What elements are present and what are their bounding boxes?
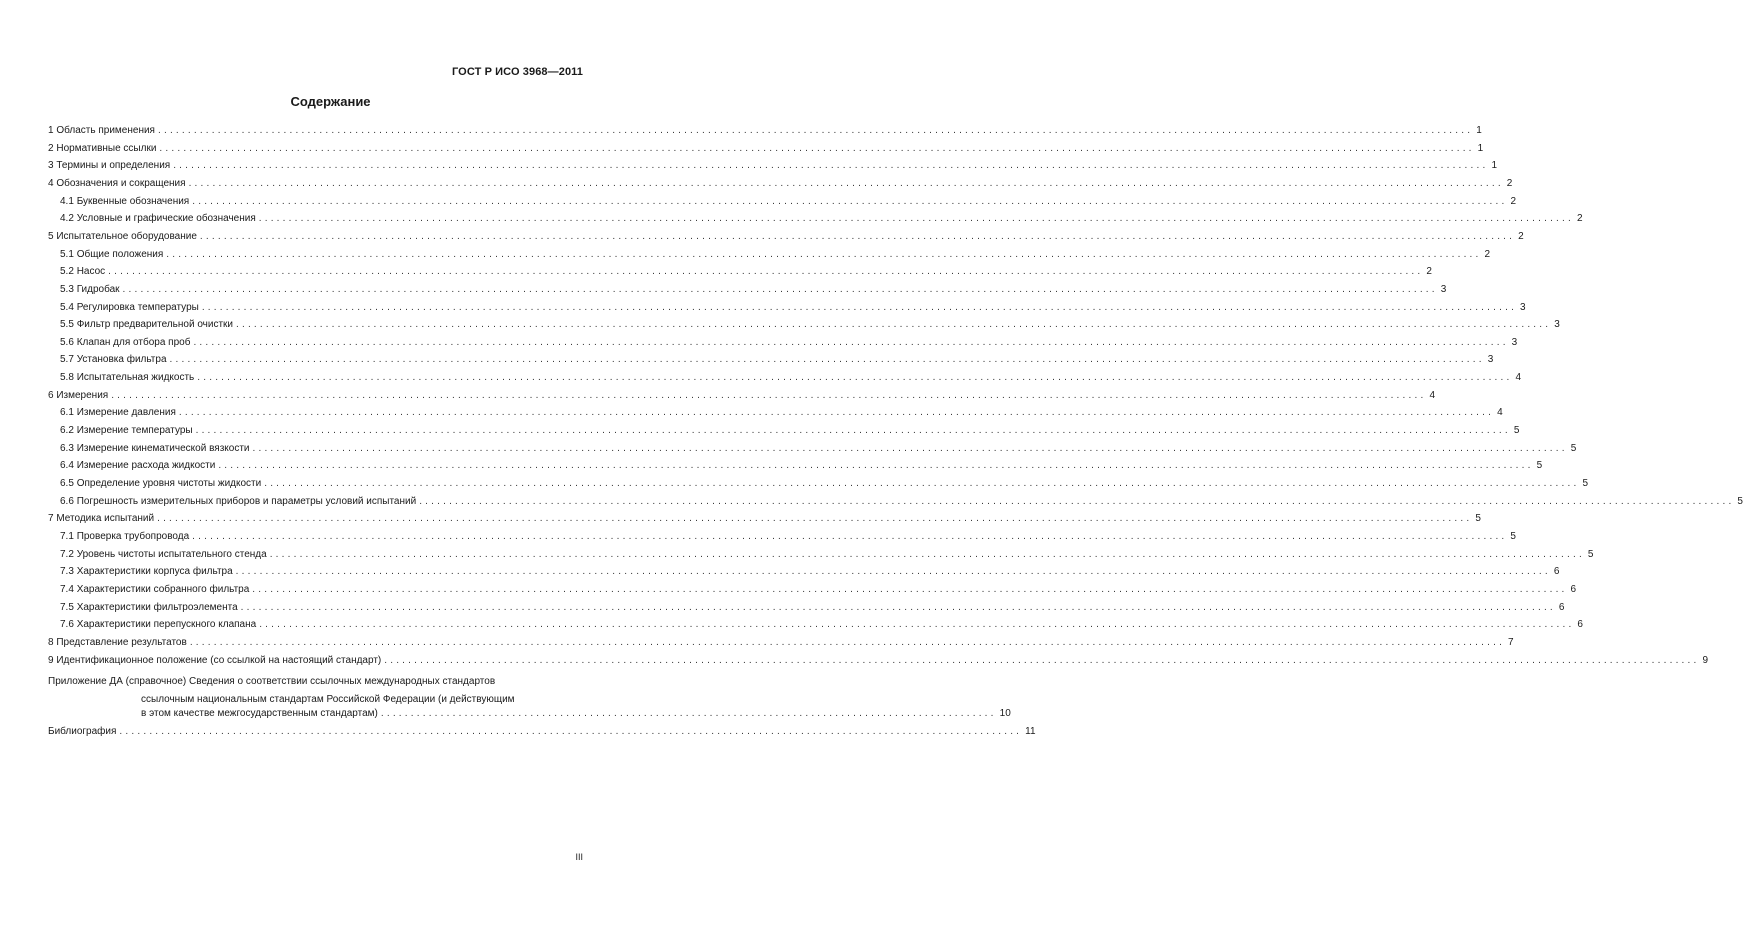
toc-entry[interactable] [48,141,1484,155]
toc-page-number: 11 [1025,726,1036,737]
toc-page-number: 3 [1520,301,1526,313]
toc-section-number: 5.1 [60,248,74,260]
toc-page-number: 10 [999,708,1011,719]
toc-page-number: 3 [1511,336,1518,348]
dot-leader: ............................................................................................................................................................................................................................ [108,266,1424,278]
toc-page-number: 2 [1576,213,1583,225]
toc-entry[interactable] [48,617,1583,631]
toc-section-number: 6.4 [60,460,74,472]
dot-leader: ............................................................................................................................................................................................................................ [259,619,1575,631]
toc-page-number: 2 [1426,266,1432,278]
toc-title: Представление результатов [56,636,187,648]
toc-title: Характеристики корпуса фильтра [76,566,233,578]
toc-section-number: 8 [48,636,54,648]
dot-leader: ............................................................................................................................................................................................................................ [173,160,1489,172]
toc-title: Фильтр предварительной очистки [76,319,233,331]
toc-title: Измерение расхода жидкости [76,460,216,472]
toc-title: Испытательная жидкость [76,372,195,384]
toc-title: Гидробак [76,283,120,295]
toc-title: Идентификационное положение (со ссылкой на настоящий стандарт) [56,654,382,666]
toc-entry-appendix[interactable] [141,706,1011,720]
toc-page-number: 5 [1582,478,1589,489]
dot-leader: ............................................................................................................................................................................................................................ [384,654,1700,666]
toc-section-number: 1 [48,125,54,136]
dot-leader: ............................................................................................................................................................................................................................ [269,548,1585,560]
toc-page-number: 3 [1440,283,1447,295]
dot-leader: ............................................................................................................................................................................................................................ [122,283,1438,295]
toc-section-number: 5.3 [60,283,74,295]
toc-title: Буквенные обозначения [76,195,190,207]
dot-leader: ............................................................................................................................................................................................................................ [264,478,1580,489]
toc-entry[interactable] [48,476,1589,490]
toc-entry[interactable] [48,194,1517,208]
toc-entry[interactable] [48,317,1560,331]
toc-page-number: 5 [1510,531,1516,542]
toc-page-number: 5 [1587,548,1594,560]
toc-section-number: 5.2 [60,266,74,278]
toc-section-number: 7.5 [60,601,74,613]
toc-title: Характеристики собранного фильтра [76,583,250,595]
dot-leader: ............................................................................................................................................................................................................................ [195,425,1511,436]
toc-page-number: 6 [1577,619,1583,631]
toc-title: Условные и графические обозначения [76,213,256,225]
toc-entry[interactable] [48,511,1481,525]
toc-entry[interactable] [48,229,1524,243]
toc-entry[interactable] [48,547,1594,561]
toc-entry[interactable] [48,582,1577,596]
toc-title: Термины и определения [56,160,171,172]
toc-entry[interactable] [48,211,1583,225]
toc-page-number: 4 [1515,372,1522,384]
toc-title: Нормативные ссылки [56,142,157,154]
toc-section-number: 6.5 [60,478,74,489]
toc-page-number: 1 [1477,142,1484,154]
toc-title: Клапан для отбора проб [76,336,191,348]
toc-section-number: 7.6 [60,619,74,631]
toc-entry[interactable] [48,635,1514,649]
appendix-line-3: в этом качестве межгосударственным стандартам) [141,708,378,719]
dot-leader: ............................................................................................................................................................................................................................ [169,354,1485,366]
toc-section-number: 7.1 [60,531,74,542]
toc-entry[interactable] [48,352,1494,366]
toc-section-number: 9 [48,654,54,666]
toc-entry[interactable] [48,405,1503,419]
toc-entry[interactable] [48,494,1743,508]
toc-entry[interactable] [48,335,1518,349]
toc-section-number: 5.7 [60,354,74,366]
toc-entry[interactable] [48,370,1522,384]
toc-title: Обозначения и сокращения [56,177,186,189]
appendix-line-1: Приложение ДА (справочное) Сведения о соответствии ссылочных международных стандартов [48,676,496,687]
dot-leader: ............................................................................................................................................................................................................................ [240,601,1556,613]
toc-entry[interactable] [48,600,1565,614]
toc-section-number: 7 [48,513,54,525]
toc-title: Измерение давления [76,407,176,419]
toc-page-number: 3 [1487,354,1494,366]
dot-leader: ............................................................................................................................................................................................................................ [192,195,1508,207]
toc-section-number: 6.6 [60,495,74,507]
toc-entry[interactable] [48,529,1516,543]
toc-page-number: 1 [1476,125,1482,136]
dot-leader: ............................................................................................................................................................................................................................ [258,213,1574,225]
toc-page-number: 4 [1497,407,1503,419]
toc-title: Характеристики фильтроэлемента [76,601,238,613]
toc-title: Область применения [56,125,155,136]
dot-leader: ............................................................................................................................................................................................................................ [159,142,1475,154]
toc-entry[interactable] [48,300,1526,314]
dot-leader: ............................................................................................................................................................................................................................ [197,372,1513,384]
dot-leader: ....................................................................................................... [380,708,997,719]
toc-section-number: 5.6 [60,336,74,348]
toc-page-number: 5 [1513,425,1520,436]
toc-page-number: 2 [1484,248,1491,260]
toc-page-number: 2 [1510,195,1517,207]
toc-section-number: 6 [48,389,54,401]
toc-title: Регулировка температуры [76,301,199,313]
toc-title: Уровень чистоты испытательного стенда [76,548,267,560]
dot-leader: ............................................................................................................................................................................................................................ [188,177,1504,189]
toc-page-number: 5 [1536,460,1543,472]
document-code: ГОСТ Р ИСО 3968—2011 [451,66,583,78]
toc-entry[interactable] [48,282,1447,296]
toc-section-number: 7.4 [60,583,74,595]
dot-leader: ............................................................................................................................................................................................................................ [111,389,1427,401]
toc-entry[interactable] [48,158,1497,172]
toc-page-number: 4 [1429,389,1435,401]
toc-page-number: 2 [1518,230,1524,242]
toc-page-number: 6 [1570,583,1577,595]
toc-title: Методика испытаний [56,513,155,525]
toc-title: Проверка трубопровода [76,531,190,542]
toc-title: Установка фильтра [76,354,167,366]
toc-page-number: 5 [1570,442,1577,454]
toc-entry[interactable] [48,458,1543,472]
toc-entry[interactable] [48,653,1709,667]
toc-entry-bibliography[interactable] [48,724,1036,738]
toc-entry[interactable] [48,123,1482,137]
toc-section-number: 5.5 [60,319,74,331]
dot-leader: ............................................................................................................................................................................................................................ [192,531,1508,542]
dot-leader: ............................................................................................................................................................................................................................ [178,407,1495,419]
dot-leader: ............................................................................................................................................................................................................................ [236,319,1552,331]
toc-entry[interactable] [48,388,1435,402]
toc-title: Измерения [56,389,109,401]
toc-section-number: 5.8 [60,372,74,384]
toc-section-number: 7.2 [60,548,74,560]
toc-section-number: 5 [48,230,54,242]
toc-entry[interactable] [48,247,1491,261]
toc-entry[interactable] [48,423,1520,437]
dot-leader: ............................................................................................................................................................................................................................ [166,248,1482,260]
dot-leader: ............................................................................................................................................................................................................................ [193,336,1509,348]
toc-title: Насос [76,266,106,278]
dot-leader: ............................................................................................................................................................................................................................ [157,125,1474,136]
toc-section-number: 3 [48,160,54,172]
dot-leader: ............................................................................................................................................................................................................................ [235,566,1551,578]
toc-section-number: 5.4 [60,301,74,313]
toc-section-number: 4.2 [60,213,74,225]
toc-page-number: 1 [1491,160,1497,172]
toc-page-number: 5 [1737,495,1743,507]
dot-leader: ............................................................................................................................................................................................................................ [252,442,1568,454]
toc-section-number: 6.3 [60,442,74,454]
dot-leader: ............................................................................................................................................................................................................................ [201,301,1518,313]
toc-section-number: 7.3 [60,566,74,578]
toc-title: Определение уровня чистоты жидкости [76,478,262,489]
toc-section-number: 6.2 [60,425,74,436]
toc-title: Измерение температуры [76,425,193,436]
toc-title: Погрешность измерительных приборов и параметры условий испытаний [76,495,417,507]
dot-leader: ............................................................................................................................................................................................................................ [157,513,1473,525]
toc-entry[interactable] [48,564,1560,578]
page-title: Содержание [290,94,371,109]
toc-title: Характеристики перепускного клапана [76,619,257,631]
toc-title: Библиография [48,726,117,737]
toc-title: Испытательное оборудование [56,230,197,242]
appendix-line-2: ссылочным национальным стандартам Российской Федерации (и действующим [141,694,515,705]
toc-section-number: 4 [48,177,54,189]
toc-page-number: 7 [1508,636,1514,648]
toc-page-number: 9 [1702,654,1709,666]
dot-leader: ....................................................................................................................................................... [119,726,1023,737]
toc-title: Измерение кинематической вязкости [76,442,250,454]
toc-entry[interactable] [48,176,1513,190]
toc-section-number: 2 [48,142,54,154]
toc-page-number: 5 [1475,513,1481,525]
dot-leader: ............................................................................................................................................................................................................................ [189,636,1506,648]
toc-section-number: 6.1 [60,407,74,419]
toc-entry[interactable] [48,264,1432,278]
toc-page-number: 2 [1506,177,1513,189]
toc-section-number: 4.1 [60,195,74,207]
toc-page-number: 6 [1558,601,1565,613]
page-number-footer: III [575,852,583,862]
dot-leader: ............................................................................................................................................................................................................................ [199,230,1516,242]
toc-entry[interactable] [48,441,1577,455]
toc-page-number: 6 [1553,566,1560,578]
dot-leader: ............................................................................................................................................................................................................................ [218,460,1534,472]
dot-leader: ............................................................................................................................................................................................................................ [252,583,1568,595]
dot-leader: ............................................................................................................................................................................................................................ [419,495,1735,507]
toc-title: Общие положения [76,248,164,260]
toc-page-number: 3 [1554,319,1560,331]
